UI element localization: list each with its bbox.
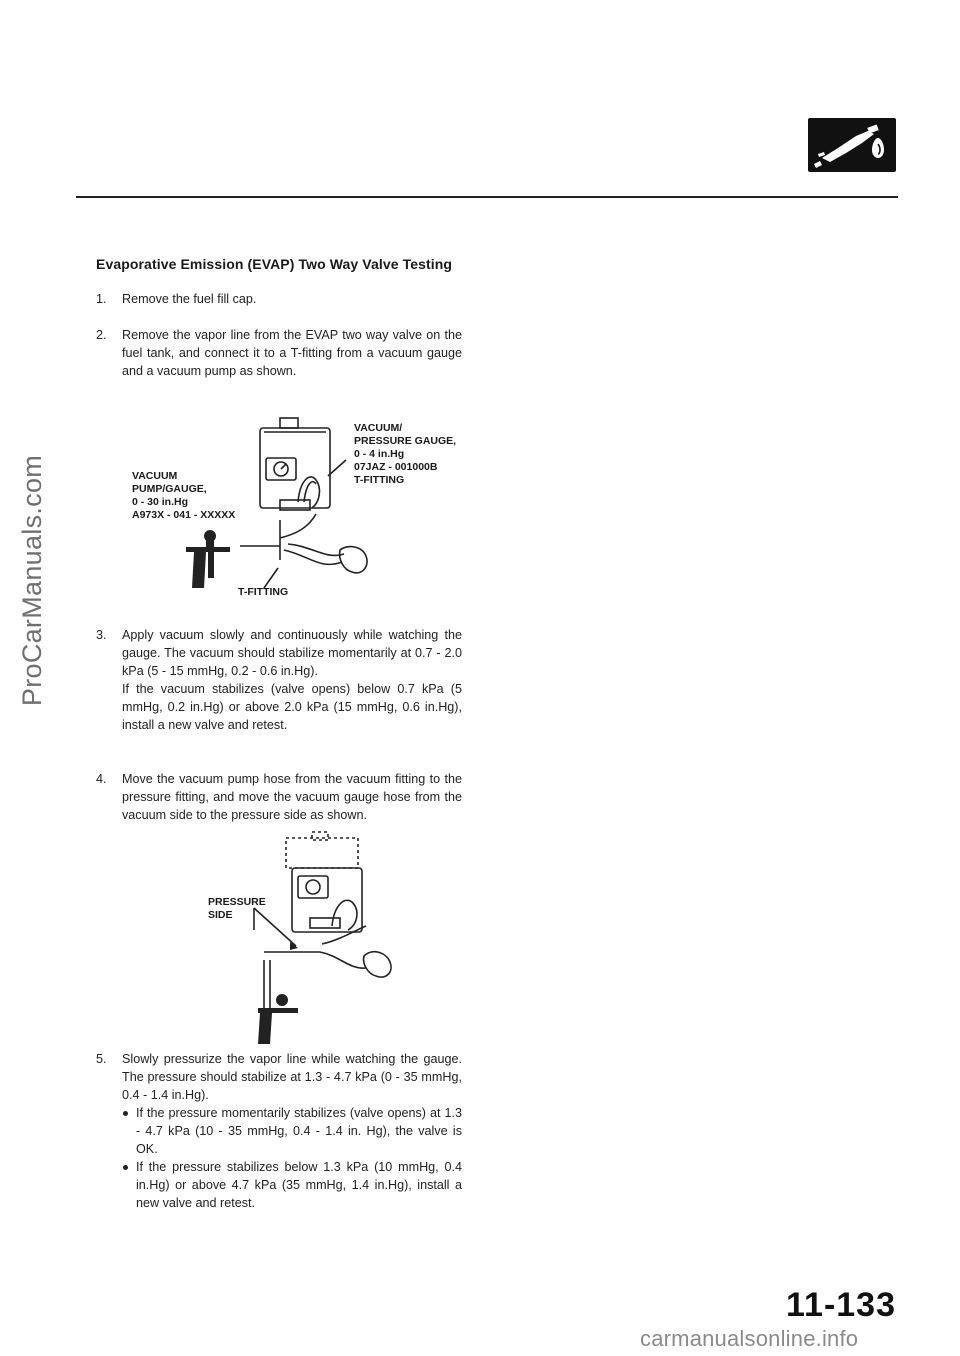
step-number: 3.	[96, 628, 107, 642]
pressure-side-label: PRESSURE SIDE	[208, 896, 266, 921]
step-number: 2.	[96, 328, 107, 342]
step-number: 5.	[96, 1052, 107, 1066]
step-text: Remove the vapor line from the EVAP two way valve on the fuel tank, and connect it to a T-fitting from a vacuum gauge and a vacuum pump as shown.	[122, 328, 462, 378]
pressure-test-illustration	[236, 830, 406, 1044]
step-text: Move the vacuum pump hose from the vacuum fitting to the pressure fitting, and move the vacuum gauge hose from the vacuum side to the pressure side as shown.	[122, 772, 462, 822]
step-5	[96, 1050, 462, 1212]
gauge-label: VACUUM/ PRESSURE GAUGE, 0 - 4 in.Hg 07JAZ - 001000B T-FITTING	[354, 422, 457, 486]
header-rule	[76, 196, 898, 198]
step-number: 1.	[96, 292, 107, 306]
step-2	[96, 326, 462, 380]
page-number: 11-133	[786, 1286, 896, 1324]
step-text: Apply vacuum slowly and continuously while watching the gauge. The vacuum should stabilize momentarily at 0.7 - 2.0 kPa (5 - 15 mmHg, 0.2 - 0.6 in.Hg).	[122, 628, 462, 678]
step-3	[96, 626, 462, 734]
bullet-item: If the pressure stabilizes below 1.3 kPa (10 mmHg, 0.4 in.Hg) or above 4.7 kPa (35 mmHg, 1.4 in.Hg), install a new valve and retest.	[122, 1158, 462, 1212]
pump-label: VACUUM PUMP/GAUGE, 0 - 30 in.Hg A973X - 041 - XXXXX	[132, 470, 236, 521]
step-text-secondary: If the vacuum stabilizes (valve opens) below 0.7 kPa (5 mmHg, 0.2 in.Hg) or above 2.0 kPa (15 mmHg, 0.6 in.Hg), install a new valve and retest.	[122, 682, 462, 732]
pressure-test-diagram	[236, 830, 406, 1044]
step-number: 4.	[96, 772, 107, 786]
footer-watermark: carmanualsonline.info	[640, 1326, 859, 1351]
side-watermark	[8, 400, 58, 760]
step-text: Remove the fuel fill cap.	[122, 292, 257, 306]
side-watermark-text: ProCarManuals.com	[17, 454, 48, 706]
tfitting-label: T-FITTING	[238, 586, 289, 598]
fuel-pump-nozzle-icon	[808, 118, 896, 172]
bullet-item: If the pressure momentarily stabilizes (valve opens) at 1.3 - 4.7 kPa (10 - 35 mmHg, 0.4 - 1.4 in. Hg), the valve is OK.	[122, 1104, 462, 1158]
section-title: Evaporative Emission (EVAP) Two Way Valve Testing	[96, 256, 453, 272]
step-4	[96, 770, 462, 824]
step-text: Slowly pressurize the vapor line while watching the gauge. The pressure should stabilize at 1.3 - 4.7 kPa (0 - 35 mmHg, 0.4 - 1.4 in.Hg).	[122, 1052, 462, 1102]
step-1	[96, 290, 462, 308]
